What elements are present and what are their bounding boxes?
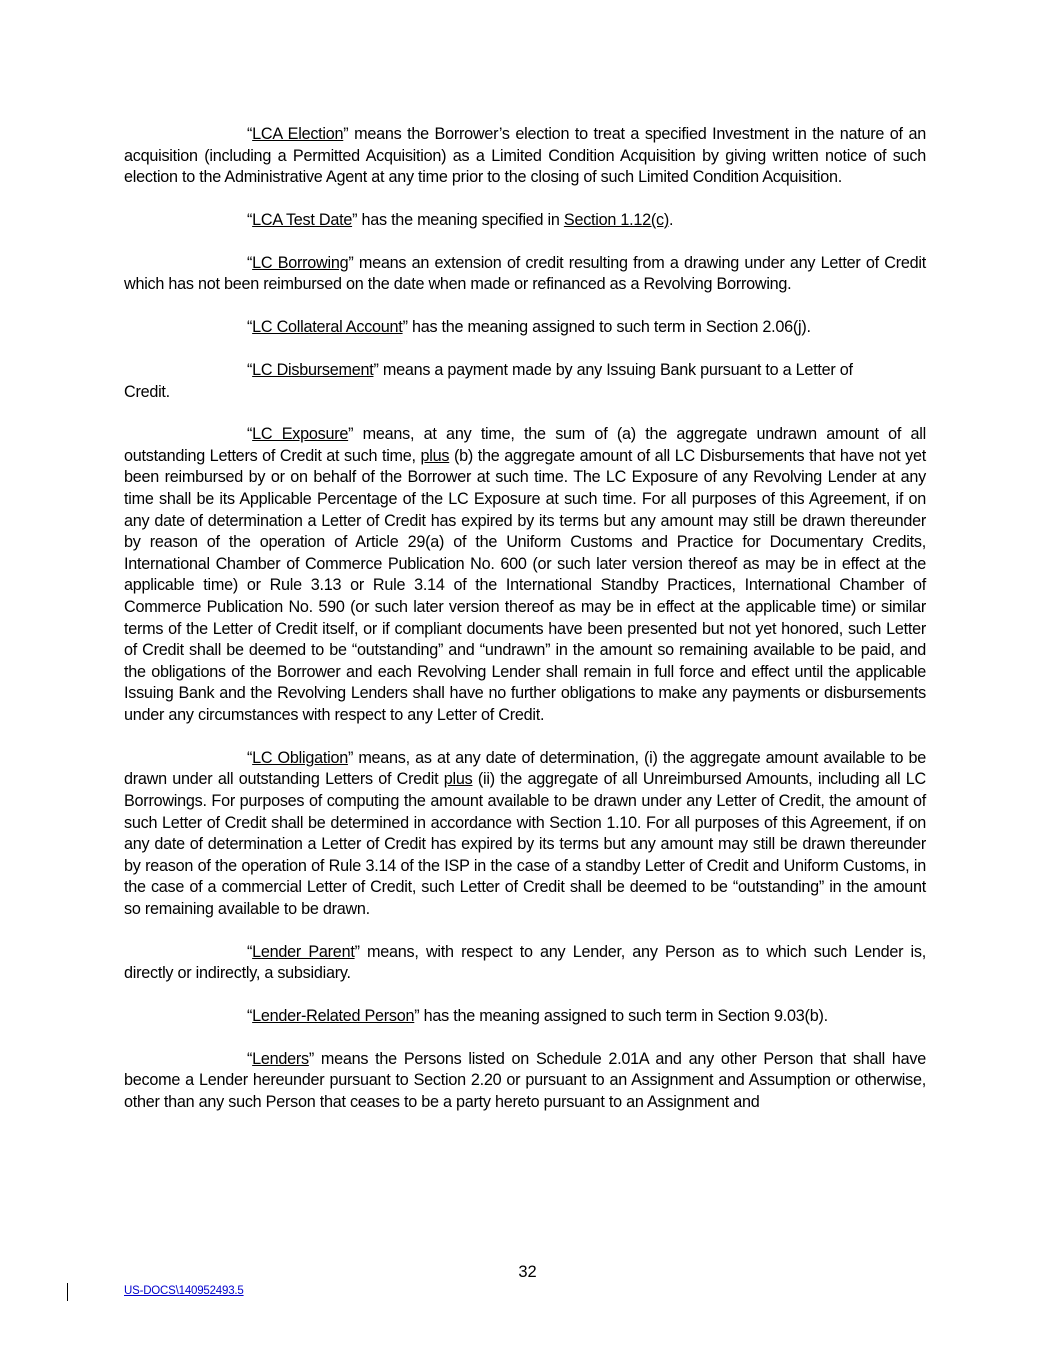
definition-text: means a payment made by any Issuing Bank pursuant to a Letter of: [378, 360, 853, 379]
emphasis-plus: plus: [420, 446, 450, 465]
definition-lca-election: “LCA Election” means the Borrower’s election to treat a specified Investment in the nature of an acquisition (including a Permitted Acquisition) as a Limited Condition Acquisition by giving written notice of such election to the Administrative Agent at any time prior to the closing of such Limited Condition Acquisition.: [124, 125, 926, 187]
definition-text: means, as at any date of determination, (i) the aggregate amount available to be drawn under all outstanding Letters of Credit: [124, 748, 926, 789]
definition-text: has the meaning assigned to such term in Section 9.03(b).: [419, 1007, 828, 1026]
definition-text: means, with respect to any Lender, any Person as to which such Lender is, directly or indirectly, a subsidiary.: [124, 942, 926, 983]
definition-lc-exposure: “LC Exposure” means, at any time, the sum of (a) the aggregate undrawn amount of all outstanding Letters of Credit at such time, plus (b) the aggregate amount of all LC Disbursements that have not yet been reimbursed by or on behalf of the Borrower at such time. The LC Exposure of any Revolving Lender at any time shall be its Applicable Percentage of the LC Exposure at such time. For all purposes of this Agreement, if on any date of determination a Letter of Credit has expired by its terms but any amount may still be drawn thereunder by reason of the operation of Article 29(a) of the Uniform Customs and Practice for Documentary Credits, International Chamber of Commerce Publication No. 600 (or such later version thereof as may be in effect at the applicable time) or Rule 3.13 or Rule 3.14 of the International Standby Practices, International Chamber of Commerce Publication No. 590 (or such later version thereof as may be in effect at the applicable time) or similar terms of the Letter of Credit itself, or if compliant documents have been presented but not yet honored, such Letter of Credit shall be deemed to be “outstanding” and “undrawn” in the amount so remaining available to be paid, and the obligations of the Borrower and each Revolving Lender shall remain in full force and effect until the applicable Issuing Bank and the Revolving Lenders shall have no further obligations to make any payments or disbursements under any circumstances with respect to any Letter of Credit.: [124, 425, 927, 724]
definition-text: has the meaning assigned to such term in Section 2.06(j).: [407, 318, 811, 337]
definition-lc-obligation: “LC Obligation” means, as at any date of determination, (i) the aggregate amount available to be drawn under all outstanding Letters of Credit plus (ii) the aggregate of all Unreimbursed Amounts, including all LC Borrowings. For purposes of computing the amount available to be drawn under any Letter of Credit, the amount of such Letter of Credit shall be determined in accordance with Section 1.10. For all purposes of this Agreement, if on any date of determination a Letter of Credit has expired by its terms but any amount may still be drawn thereunder by reason of the operation of Rule 3.14 of the ISP in the case of a standby Letter of Credit and Uniform Customs, in the case of a commercial Letter of Credit, such Letter of Credit shall be deemed to be “outstanding” in the amount so remaining available to be drawn.: [124, 748, 926, 918]
definition-text-continued: (b) the aggregate amount of all LC Disbursements that have not yet been reimbursed by or on behalf of the Borrower at such time. The LC Exposure of any Revolving Lender at any time shall be its Applicable Percentage of the LC Exposure at such time. For all purposes of this Agreement, if on any date of determination a Letter of Credit has expired by its terms but any amount may still be drawn thereunder by reason of the operation of Article 29(a) of the Uniform Customs and Practice for Documentary Credits, International Chamber of Commerce Publication No. 600 (or such later version thereof as may be in effect at the applicable time) or Rule 3.13 or Rule 3.14 of the International Standby Practices, International Chamber of Commerce Publication No. 590 (or such later version thereof as may be in effect at the applicable time) or similar terms of the Letter of Credit itself, or if compliant documents have been presented but not yet honored, such Letter of Credit shall be deemed to be “outstanding” and “undrawn” in the amount so remaining available to be paid, and the obligations of the Borrower and each Revolving Lender shall remain in full force and effect until the applicable Issuing Bank and the Revolving Lenders shall have no further obligations to make any payments or disbursements under any circumstances with respect to any Letter of Credit.: [124, 446, 927, 724]
document-body: [124, 124, 926, 1135]
defined-term: LCA Test Date: [252, 210, 353, 229]
defined-term: Lender Parent: [252, 942, 355, 961]
defined-term: LCA Election: [252, 125, 344, 143]
defined-term: Lender-Related Person: [252, 1007, 415, 1026]
definition-text-continued: Credit.: [124, 382, 170, 401]
definition-lca-test-date: “LCA Test Date” has the meaning specified in Section 1.12(c).: [247, 210, 674, 229]
definition-lender-related-person: “Lender-Related Person” has the meaning assigned to such term in Section 9.03(b).: [247, 1007, 828, 1026]
definition-lc-disbursement: “LC Disbursement” means a payment made by any Issuing Bank pursuant to a Letter of Credit.: [124, 360, 853, 401]
defined-term: LC Exposure: [252, 425, 349, 444]
defined-term: LC Disbursement: [252, 360, 374, 379]
section-reference: Section 1.12(c): [563, 210, 670, 229]
definition-lender-parent: “Lender Parent” means, with respect to any Lender, any Person as to which such Lender is, directly or indirectly, a subsidiary.: [124, 942, 926, 983]
defined-term: LC Borrowing: [252, 253, 349, 272]
definition-text: means the Persons listed on Schedule 2.01A and any other Person that shall have become a Lender hereunder pursuant to Section 2.20 or pursuant to an Assignment and Assumption or otherwise, other than any such Person that ceases to be a party hereto pursuant to an Assignment and: [124, 1049, 926, 1112]
definition-text: has the meaning specified in: [357, 210, 564, 229]
defined-term: Lenders: [252, 1049, 309, 1068]
definition-text: means the Borrower’s election to treat a specified Investment in the nature of an acquisition (including a Permitted Acquisition) as a Limited Condition Acquisition by giving written notice of such election to the Administrative Agent at any time prior to the closing of such Limited Condition Acquisition.: [124, 125, 926, 187]
defined-term: LC Obligation: [252, 748, 348, 767]
emphasis-plus: plus: [443, 770, 473, 789]
definition-text-continued: (ii) the aggregate of all Unreimbursed Amounts, including all LC Borrowings. For purposes of computing the amount available to be drawn under any Letter of Credit, the amount of such Letter of Credit shall be determined in accordance with Section 1.10. For all purposes of this Agreement, if on any date of determination a Letter of Credit has expired by its terms but any amount may still be drawn thereunder by reason of the operation of Rule 3.14 of the ISP in the case of a standby Letter of Credit and Uniform Customs, in the case of a commercial Letter of Credit, such Letter of Credit shall be deemed to be “outstanding” in the amount so remaining available to be drawn.: [124, 770, 926, 918]
definition-lc-collateral-account: “LC Collateral Account” has the meaning assigned to such term in Section 2.06(j).: [247, 318, 811, 337]
definition-lc-borrowing: “LC Borrowing” means an extension of credit resulting from a drawing under any Letter of Credit which has not been reimbursed on the date when made or refinanced as a Revolving Borrowing.: [124, 253, 926, 294]
revision-bar: [67, 1283, 68, 1301]
definition-text: means an extension of credit resulting from a drawing under any Letter of Credit which has not been reimbursed on the date when made or refinanced as a Revolving Borrowing.: [124, 253, 926, 294]
defined-term: LC Collateral Account: [252, 318, 403, 337]
definition-text: means, at any time, the sum of (a) the aggregate undrawn amount of all outstanding Letters of Credit at such time,: [124, 425, 926, 465]
page-number: 32: [518, 1263, 537, 1281]
document-id-link[interactable]: US-DOCS\140952493.5: [124, 1285, 244, 1297]
definition-lenders: “Lenders” means the Persons listed on Schedule 2.01A and any other Person that shall have become a Lender hereunder pursuant to Section 2.20 or pursuant to an Assignment and Assumption or otherwise, other than any such Person that ceases to be a party hereto pursuant to an Assignment and: [124, 1049, 926, 1112]
